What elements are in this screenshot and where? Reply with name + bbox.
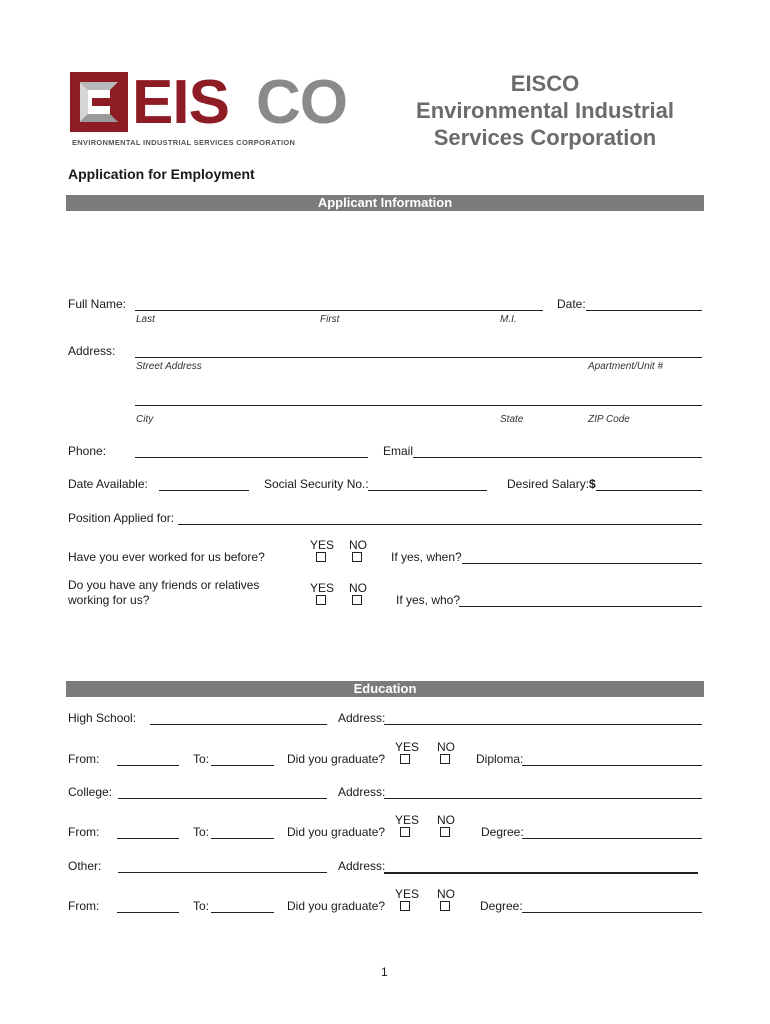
other-to-field[interactable] [211, 912, 274, 913]
college-to-label: To: [193, 825, 210, 839]
email-field[interactable] [413, 457, 702, 458]
other-address-label: Address: [338, 859, 386, 873]
college-yes-checkbox[interactable] [400, 827, 410, 837]
desired-salary-label: Desired Salary: [507, 477, 590, 491]
high-school-yes-checkbox[interactable] [400, 754, 410, 764]
street-address-hint: Street Address [136, 361, 202, 372]
friends-no-label: NO [349, 581, 367, 595]
other-from-field[interactable] [117, 912, 179, 913]
college-to-field[interactable] [211, 838, 274, 839]
college-from-label: From: [68, 825, 100, 839]
high-school-to-label: To: [193, 752, 210, 766]
high-school-to-field[interactable] [211, 765, 274, 766]
high-school-from-field[interactable] [117, 765, 179, 766]
phone-label: Phone: [68, 444, 107, 458]
worked-before-yes-label: YES [310, 538, 335, 552]
diploma-field[interactable] [522, 765, 702, 766]
section-header-education: Education [66, 681, 704, 697]
date-available-label: Date Available: [68, 477, 148, 491]
college-no-label: NO [437, 813, 455, 827]
ssn-field[interactable] [368, 490, 487, 491]
company-logo [70, 70, 350, 150]
city-hint: City [136, 414, 154, 425]
high-school-from-label: From: [68, 752, 100, 766]
position-label: Position Applied for: [68, 511, 175, 525]
position-field[interactable] [178, 524, 702, 525]
logo-wordmark-red: EIS [132, 68, 229, 137]
college-degree-label: Degree: [481, 825, 524, 839]
other-yes-checkbox[interactable] [400, 901, 410, 911]
college-field[interactable] [118, 798, 327, 799]
high-school-no-label: NO [437, 740, 455, 754]
company-title-line1: EISCO [510, 71, 580, 96]
high-school-label: High School: [68, 711, 137, 725]
college-address-field[interactable] [384, 798, 702, 799]
first-name-hint: First [320, 314, 340, 325]
other-from-label: From: [68, 899, 100, 913]
high-school-address-field[interactable] [384, 724, 702, 725]
last-name-hint: Last [136, 314, 155, 325]
state-hint: State [500, 414, 524, 425]
if-yes-when-field[interactable] [462, 563, 702, 564]
form-title: Application for Employment [68, 166, 255, 182]
other-degree-label: Degree: [480, 899, 523, 913]
other-field[interactable] [118, 872, 327, 873]
date-field[interactable] [586, 310, 702, 311]
high-school-field[interactable] [150, 724, 327, 725]
other-label: Other: [68, 859, 102, 873]
college-address-label: Address: [338, 785, 386, 799]
college-yes-label: YES [395, 813, 420, 827]
college-from-field[interactable] [117, 838, 179, 839]
worked-before-yes-checkbox[interactable] [316, 552, 326, 562]
if-yes-when-label: If yes, when? [391, 550, 462, 564]
full-name-label: Full Name: [68, 297, 127, 311]
if-yes-who-label: If yes, who? [396, 593, 461, 607]
city-state-zip-field[interactable] [135, 405, 702, 406]
logo-emblem-icon [70, 72, 128, 132]
company-title-line2: Environmental Industrial [416, 98, 674, 123]
worked-before-no-checkbox[interactable] [352, 552, 362, 562]
high-school-address-label: Address: [338, 711, 386, 725]
dollar-sign: $ [589, 477, 596, 491]
company-title [400, 70, 690, 151]
diploma-label: Diploma: [476, 752, 524, 766]
friends-yes-label: YES [310, 581, 335, 595]
worked-before-no-label: NO [349, 538, 367, 552]
friends-question-line2: working for us? [68, 593, 150, 607]
section-header-applicant: Applicant Information [66, 195, 704, 211]
date-label: Date: [557, 297, 586, 311]
date-available-field[interactable] [159, 490, 249, 491]
high-school-graduate-label: Did you graduate? [287, 752, 386, 766]
college-degree-field[interactable] [522, 838, 702, 839]
logo-wordmark-gray: CO [256, 68, 347, 137]
phone-field[interactable] [135, 457, 368, 458]
other-address-field[interactable] [384, 872, 698, 874]
middle-initial-hint: M.I. [500, 314, 517, 325]
full-name-field[interactable] [135, 310, 543, 311]
page-number: 1 [381, 965, 388, 979]
worked-before-question: Have you ever worked for us before? [68, 550, 265, 564]
address-label: Address: [68, 344, 116, 358]
street-address-field[interactable] [135, 357, 702, 358]
other-no-checkbox[interactable] [440, 901, 450, 911]
other-graduate-label: Did you graduate? [287, 899, 386, 913]
if-yes-who-field[interactable] [459, 606, 702, 607]
company-title-line3: Services Corporation [433, 125, 657, 150]
college-no-checkbox[interactable] [440, 827, 450, 837]
high-school-yes-label: YES [395, 740, 420, 754]
other-no-label: NO [437, 887, 455, 901]
high-school-no-checkbox[interactable] [440, 754, 450, 764]
college-graduate-label: Did you graduate? [287, 825, 386, 839]
friends-yes-checkbox[interactable] [316, 595, 326, 605]
email-label: Email [383, 444, 414, 458]
friends-question-line1: Do you have any friends or relatives [68, 578, 260, 592]
other-degree-field[interactable] [522, 912, 702, 913]
other-yes-label: YES [395, 887, 420, 901]
college-label: College: [68, 785, 113, 799]
ssn-label: Social Security No.: [264, 477, 369, 491]
friends-no-checkbox[interactable] [352, 595, 362, 605]
logo-tagline: ENVIRONMENTAL INDUSTRIAL SERVICES CORPORATION [72, 138, 296, 147]
apartment-hint: Apartment/Unit # [588, 361, 664, 372]
other-to-label: To: [193, 899, 210, 913]
zip-hint: ZIP Code [588, 414, 630, 425]
desired-salary-field[interactable] [596, 490, 702, 491]
